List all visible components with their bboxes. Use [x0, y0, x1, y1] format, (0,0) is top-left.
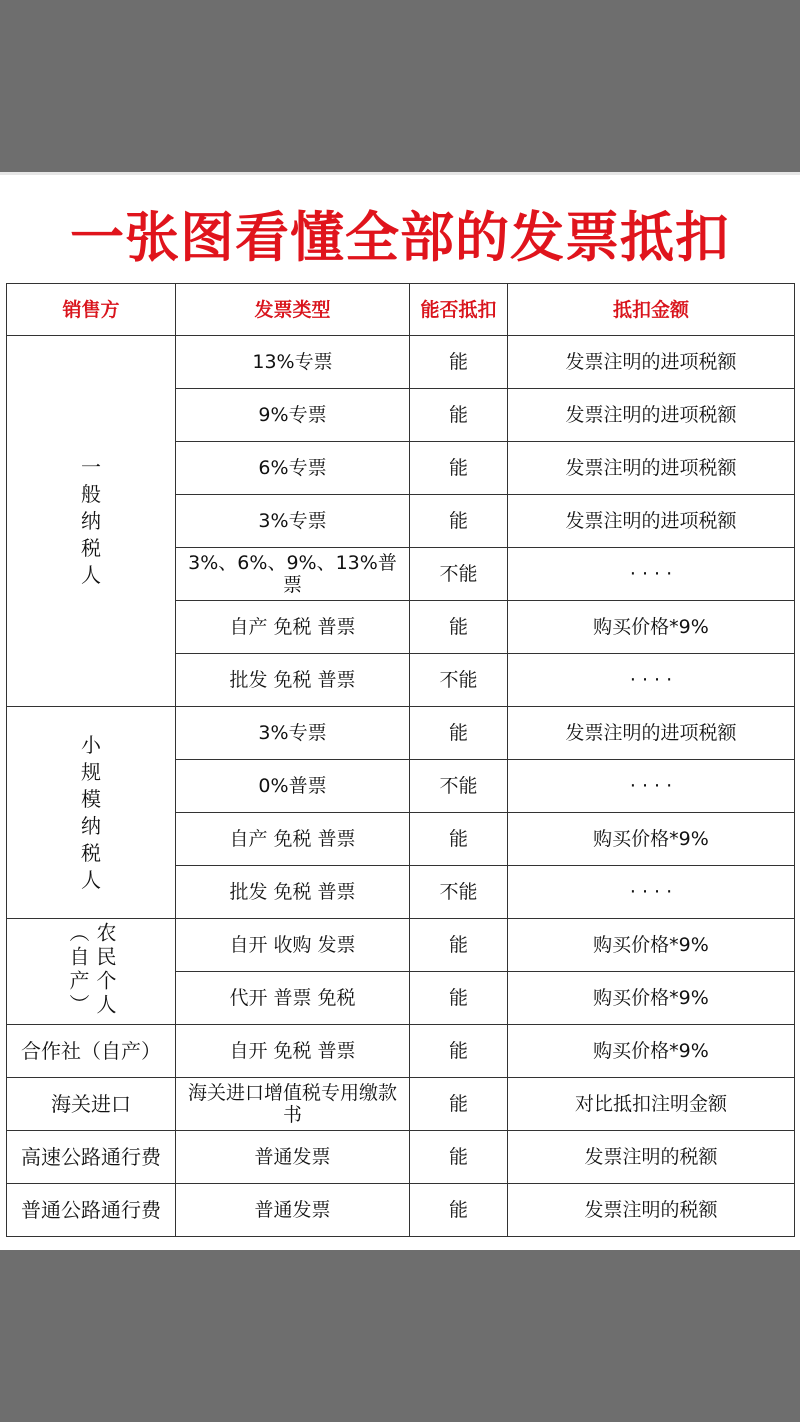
seller-label: 普通公路通行费 — [21, 1198, 161, 1222]
invoice-type-cell: 代开 普票 免税 — [176, 972, 410, 1025]
amount-cell: 发票注明的进项税额 — [508, 495, 795, 548]
page-title: 一张图看懂全部的发票抵扣 — [70, 206, 730, 269]
seller-cell — [7, 707, 176, 919]
invoice-type-cell: 自产 免税 普票 — [176, 813, 410, 866]
deductible-cell: 不能 — [410, 760, 508, 813]
invoice-type-cell: 9%专票 — [176, 389, 410, 442]
invoice-type-cell: 普通发票 — [176, 1131, 410, 1184]
amount-cell: 购买价格*9% — [508, 972, 795, 1025]
deductible-cell: 能 — [410, 707, 508, 760]
invoice-type-cell: 3%专票 — [176, 495, 410, 548]
amount-cell: 购买价格*9% — [508, 919, 795, 972]
header-row — [7, 284, 795, 336]
table-row — [7, 919, 795, 972]
table-row — [7, 1131, 795, 1184]
invoice-type-cell: 自产 免税 普票 — [176, 601, 410, 654]
invoice-type-cell: 3%专票 — [176, 707, 410, 760]
deductible-cell: 能 — [410, 495, 508, 548]
deductible-cell: 能 — [410, 336, 508, 389]
amount-cell: 购买价格*9% — [508, 1025, 795, 1078]
amount-cell: 发票注明的进项税额 — [508, 442, 795, 495]
amount-cell: · · · · — [508, 866, 795, 919]
amount-cell: · · · · — [508, 548, 795, 601]
deductible-cell: 能 — [410, 972, 508, 1025]
deductible-cell: 能 — [410, 601, 508, 654]
invoice-type-cell: 6%专票 — [176, 442, 410, 495]
amount-cell: 发票注明的进项税额 — [508, 707, 795, 760]
amount-cell: 购买价格*9% — [508, 813, 795, 866]
header-seller: 销售方 — [7, 284, 176, 336]
invoice-type-cell: 批发 免税 普票 — [176, 866, 410, 919]
amount-cell: · · · · — [508, 654, 795, 707]
deductible-cell: 能 — [410, 1131, 508, 1184]
deductible-cell: 能 — [410, 1025, 508, 1078]
invoice-type-cell: 普通发票 — [176, 1184, 410, 1237]
invoice-type-cell: 批发 免税 普票 — [176, 654, 410, 707]
deductible-cell: 能 — [410, 389, 508, 442]
header-invoice-type: 发票类型 — [176, 284, 410, 336]
deductible-cell: 能 — [410, 1184, 508, 1237]
invoice-type-cell: 自开 收购 发票 — [176, 919, 410, 972]
deductible-cell: 能 — [410, 1078, 508, 1131]
seller-cell — [7, 1078, 176, 1131]
invoice-type-cell: 自开 免税 普票 — [176, 1025, 410, 1078]
header-deductible: 能否抵扣 — [410, 284, 508, 336]
amount-cell: 发票注明的税额 — [508, 1184, 795, 1237]
table-row — [7, 1184, 795, 1237]
table-row — [7, 707, 795, 760]
seller-label: 合作社（自产） — [21, 1039, 161, 1063]
invoice-type-cell: 3%、6%、9%、13%普票 — [176, 548, 410, 601]
seller-cell — [7, 1025, 176, 1078]
amount-cell: 购买价格*9% — [508, 601, 795, 654]
amount-cell: 发票注明的税额 — [508, 1131, 795, 1184]
amount-cell: 发票注明的进项税额 — [508, 389, 795, 442]
invoice-type-cell: 海关进口增值税专用缴款书 — [176, 1078, 410, 1131]
deductible-cell: 能 — [410, 442, 508, 495]
amount-cell: 对比抵扣注明金额 — [508, 1078, 795, 1131]
invoice-type-cell: 0%普票 — [176, 760, 410, 813]
seller-label: 海关进口 — [51, 1092, 131, 1116]
table-row — [7, 1078, 795, 1131]
seller-label: 农民个人（自产） — [66, 921, 117, 1018]
header-amount: 抵扣金额 — [508, 284, 795, 336]
invoice-type-cell: 13%专票 — [176, 336, 410, 389]
table-row — [7, 336, 795, 389]
seller-cell — [7, 1131, 176, 1184]
seller-label: 小规模纳税人 — [81, 732, 101, 892]
seller-label: 一般纳税人 — [81, 454, 101, 587]
deductible-cell: 不能 — [410, 548, 508, 601]
amount-cell: · · · · — [508, 760, 795, 813]
seller-label: 高速公路通行费 — [21, 1145, 161, 1169]
seller-cell — [7, 336, 176, 707]
deductible-cell: 能 — [410, 813, 508, 866]
deductible-cell: 不能 — [410, 866, 508, 919]
seller-cell — [7, 919, 176, 1025]
deductible-cell: 能 — [410, 919, 508, 972]
table-row — [7, 1025, 795, 1078]
seller-cell — [7, 1184, 176, 1237]
amount-cell: 发票注明的进项税额 — [508, 336, 795, 389]
document-card — [0, 172, 800, 1250]
deductible-cell: 不能 — [410, 654, 508, 707]
invoice-deduction-table — [6, 283, 795, 1237]
